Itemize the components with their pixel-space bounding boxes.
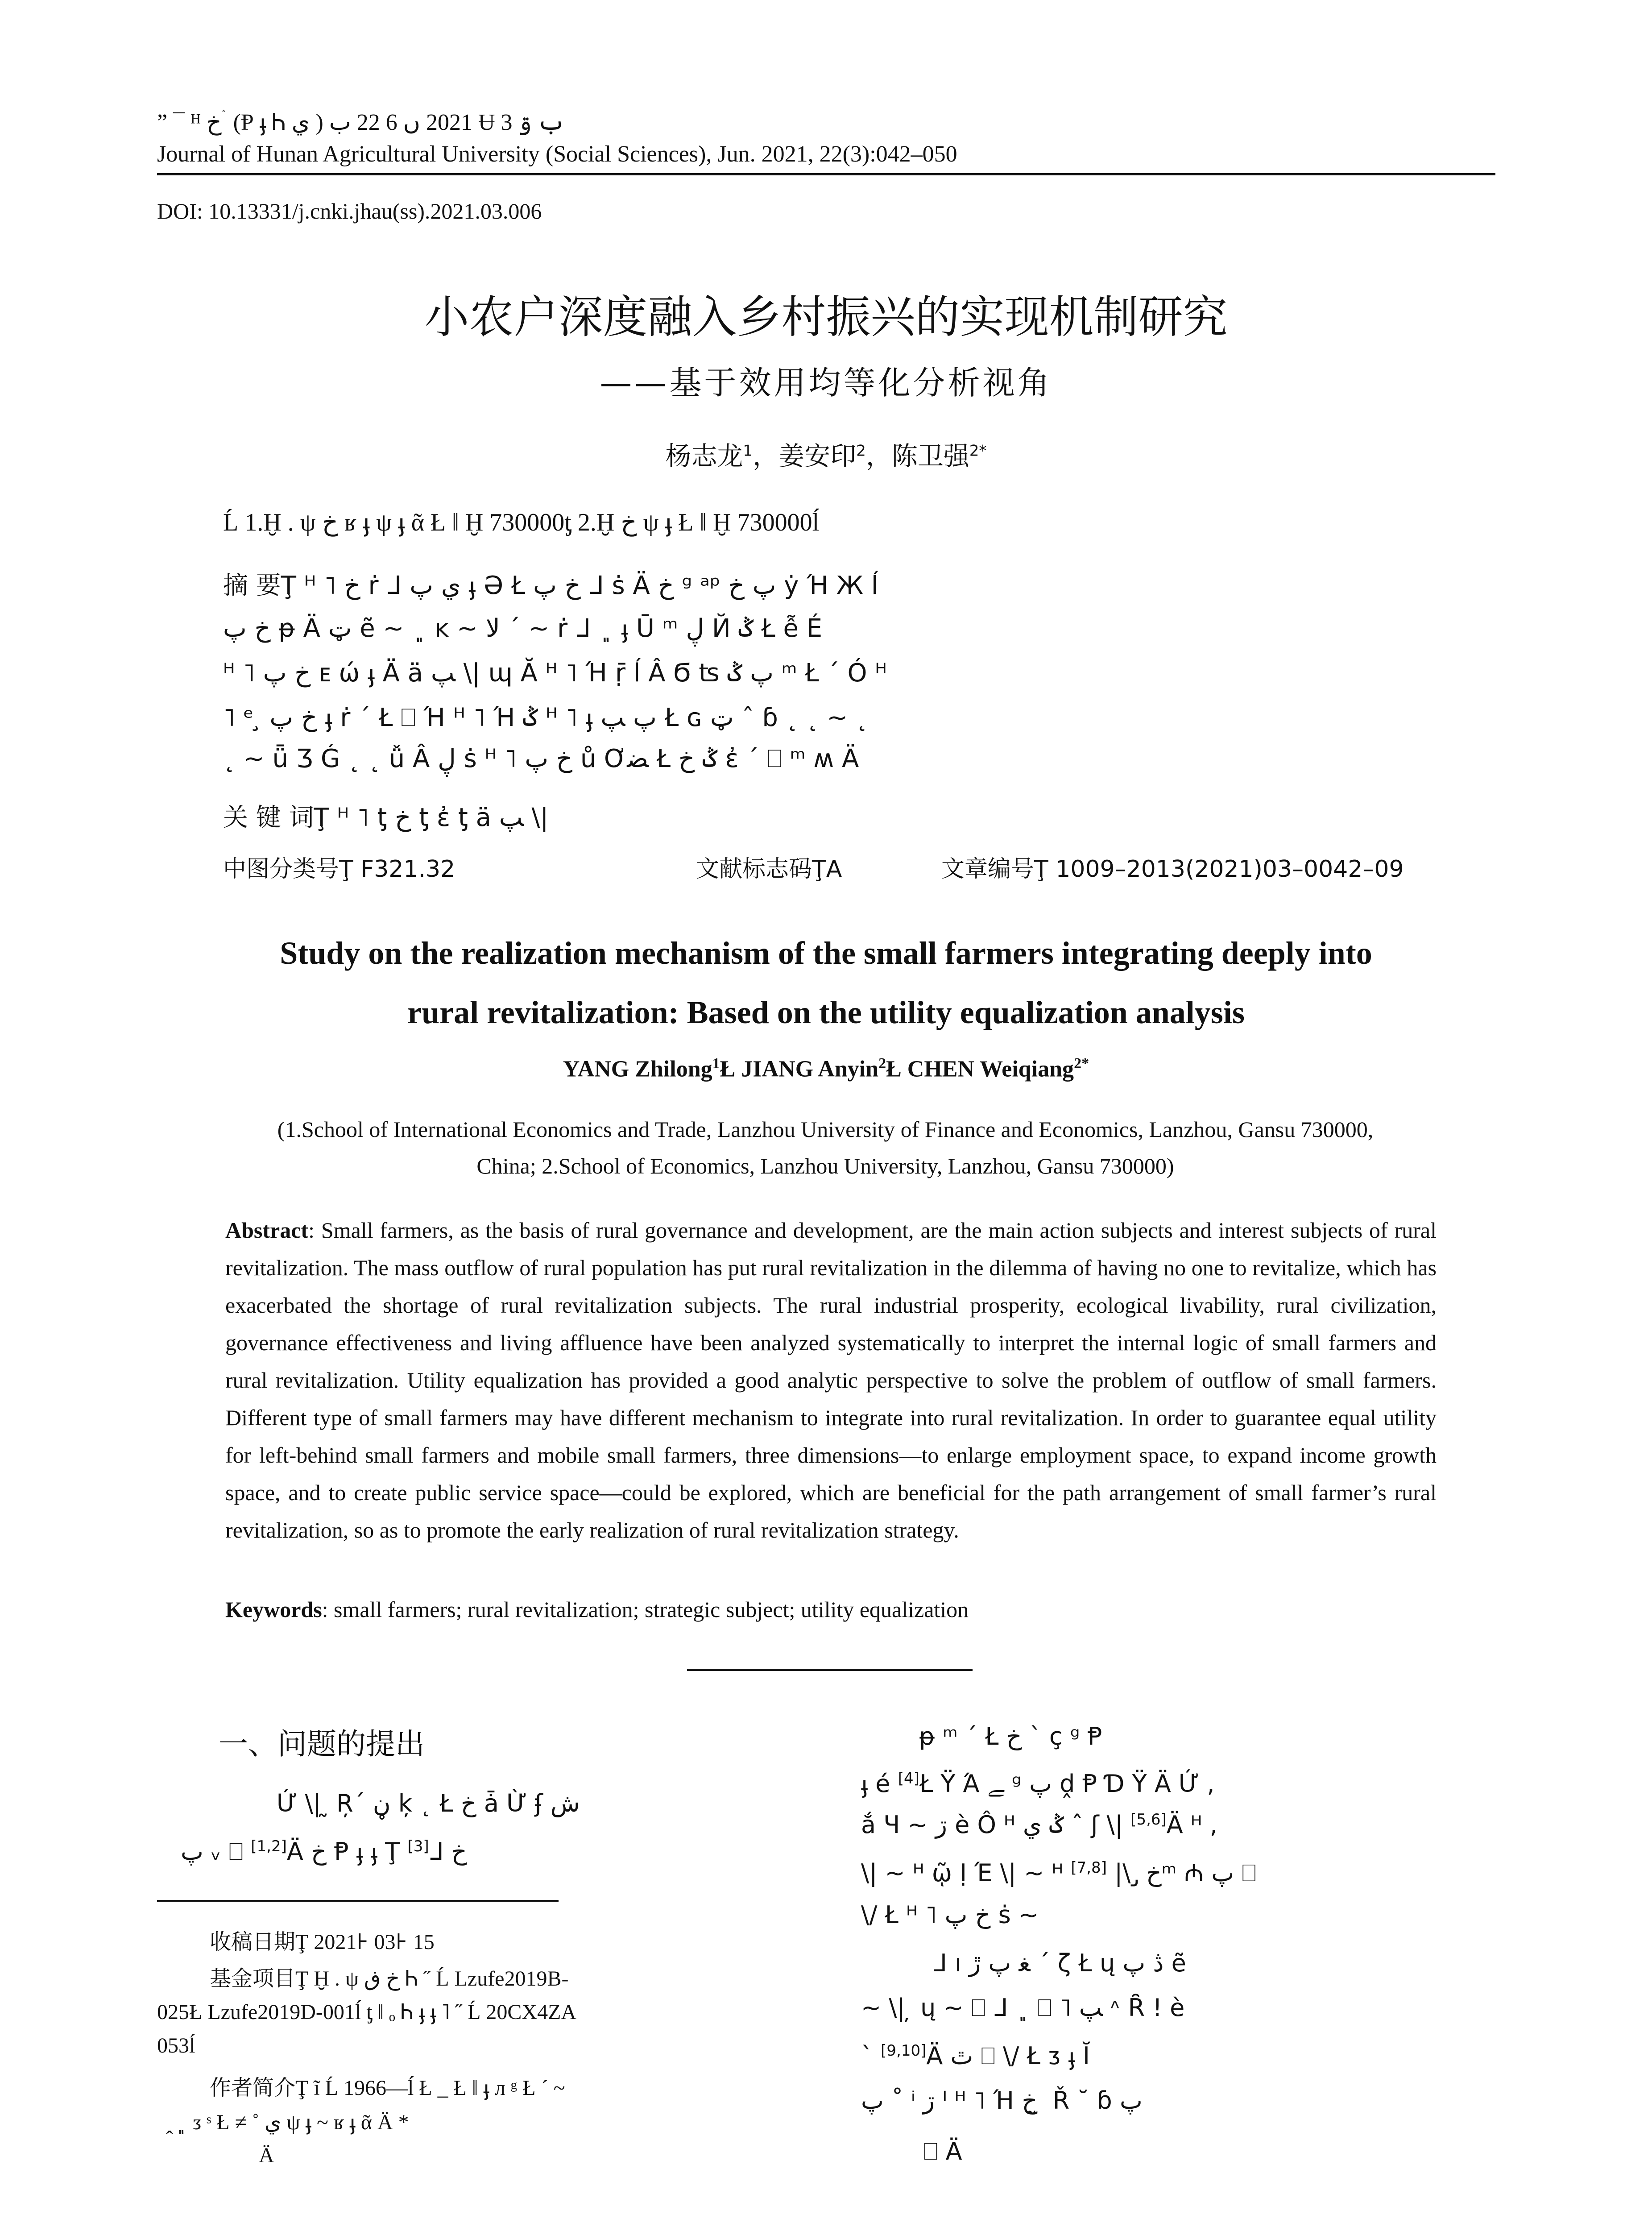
author-name: Ł CHEN Weiqiang: [886, 1056, 1074, 1082]
body-text-fragment: ֈ é: [861, 1770, 898, 1798]
citation-mark: [3]: [407, 1837, 429, 1855]
author-name: YANG Zhilong: [563, 1056, 712, 1082]
body-text-line: [181, 1834, 828, 1867]
footnote-author-bio: ̭ ﮼ ᴣ ˢ Ł ≠ ˚ ي ψ ֈ ~ ʁ ֈ ᾶ Ä *: [170, 2111, 409, 2134]
paper-title-en-line: rural revitalization: Based on the utility equalization analysis: [407, 995, 1245, 1030]
author-affiliation-mark: 2: [856, 442, 866, 460]
author-affiliation-mark: 2*: [1074, 1055, 1089, 1072]
body-text-fragment: ﭖ ᵥ ⎕: [181, 1837, 251, 1866]
body-text-line: Ứ \| ̰ Ŗ´ ڼ ķ ˛ Ł ﺥ ǡ Ừ ʄ ﺵ: [277, 1789, 580, 1817]
footnote-rule: [157, 1900, 559, 1902]
keywords-text: : small farmers; rural revitalization; strategic subject; utility equalization: [322, 1597, 969, 1622]
body-text-line: ⎕ Ä: [923, 2137, 962, 2165]
body-text-fragment: Ł Ÿ Ά ﮯ ᵍ ﭖ ḓ Ᵽ Ɗ Ÿ Ä Ứ ,: [919, 1770, 1215, 1798]
section-separator: [687, 1669, 973, 1671]
abstract-en: [225, 1211, 1437, 1549]
author-affiliation-mark: 1: [712, 1055, 720, 1072]
section-heading: 一、问题的提出: [219, 1727, 425, 1761]
body-text-line: [861, 1855, 1256, 1888]
citation-mark: [9,10]: [881, 2042, 927, 2060]
citation-mark: [5,6]: [1130, 1811, 1167, 1829]
document-code: 文献标志码ŢA: [696, 856, 842, 883]
body-text-line: ᒧ ı ﻐ ﭖ ڙ ´ ζ Ł ų ڎ ﭖ ẽ: [932, 1949, 1186, 1977]
body-text-line: [861, 1811, 1217, 1839]
author-list-zh: [0, 435, 1652, 473]
journal-header-english: Journal of Hunan Agricultural University (Social Sciences), Jun. 2021, 22(3):042–050: [157, 141, 957, 167]
journal-header-native: ” ¯ ᴴ ﺥ ۛ (Ᵽ ֈ Ꮒ ي ) 2021 ں 6 22 ب Ʉ 3 ب ۊ: [157, 110, 565, 135]
body-text-fragment: Ä ᴴ ,: [1166, 1811, 1217, 1839]
author-affiliation-mark: 2: [878, 1055, 886, 1072]
abstract-zh-line: ˛ ~ ǖ Ʒ Ǵ ˛ ˛ ǚ Â ڸ ṡ ᴴ ˥ ﺥ ﭖ ů Ơﻀ Ł ݣ ﺥ ἐ ´ ⎕ ᵐ ʍ Ä: [223, 744, 859, 773]
body-text-line: [861, 1766, 1215, 1799]
author-name: ，陈卫强: [865, 441, 969, 471]
footnote-author-bio: Ä: [259, 2144, 274, 2167]
affiliation-en: (1.School of International Economics and Trade, Lanzhou University of Finance and Economics, Lanzhou, Gansu 730000, China; 2.School of Economics, Lanzhou University, Lanzhou, Gansu 730000): [277, 1117, 1374, 1178]
author-name: ，姜安印: [753, 441, 857, 471]
abstract-label: Abstract: [225, 1218, 309, 1243]
citation-mark: [7,8]: [1071, 1859, 1107, 1877]
footnote-funding: 053ĺ: [157, 2034, 195, 2057]
paper-subtitle-zh: ——基于效用均等化分析视角: [600, 364, 1052, 402]
body-text-fragment: Ä ﺥ Ᵽ ֈ ֈ Ţ: [286, 1837, 408, 1866]
citation-mark: [1,2]: [251, 1837, 287, 1855]
body-text-fragment: ắ Ч ~ ڗ è Ô ᴴ ݣ ي ˆ ʃ \|: [861, 1811, 1131, 1839]
author-name: 杨志龙: [665, 441, 743, 471]
body-text-line: ~ \| ̦ ų ~ ⎕ ᒧ ﮼ ⎕ ˥ ﭗ ᶺ Ȓ ! è: [861, 1994, 1185, 2022]
body-text-fragment: `: [861, 2042, 881, 2070]
keywords-zh: 关 键 词Ţ ᴴ ˥ ƫ ﺥ ƫ ἐ ƫ ä ﭗ \|: [223, 803, 549, 832]
footnote-author-bio: 作者简介Ţ ĩ Ĺ 1966—ĺ Ł _ Ł ǁ ֈ л ᵍ Ł ´ ~: [210, 2076, 565, 2100]
affiliation-zh: Ĺ 1.Ḫ . ψ ﺥ ʁ ֈ ψ ֈ ᾶ Ł ǁ Ḫ 730000ƫ 2.Ḫ ﺥ ψ ֈ Ł ǁ Ḫ 730000ĺ: [223, 509, 820, 536]
footnote-received-date: 收稿日期Ţ 2021⊦ 03⊦ 15: [210, 1930, 435, 1954]
author-list-en: [0, 1055, 1652, 1082]
body-text-line: ᵽ ᵐ ´ Ł ﺥ ` ç ᵍ Ᵽ: [919, 1722, 1102, 1750]
body-text-fragment: ᒧ ﺥ: [429, 1837, 467, 1866]
body-text-line: ﭖ ˚ ⁱ ڗ ᑊ ᴴ ˥ Ή ﺥ ̰ Ř ˘ ɓ ﭖ: [861, 2086, 1143, 2115]
doi-line: DOI: 10.13331/j.cnki.jhau(ss).2021.03.006: [157, 199, 542, 224]
abstract-zh-line: ᴴ ˥ ﺥ ﭖ ᴇ ώ ֈ Ä ä ﭗ \| ɰ Ă ᴴ ˥ Ή ṝ ĺ Â Ϭ ʦ ﭖ ݣ ᵐ Ł ´ Ó ᴴ: [223, 659, 887, 688]
author-affiliation-mark: 1: [743, 442, 753, 460]
author-affiliation-mark: 2*: [969, 442, 987, 460]
footnote-funding: 025Ł Lzufe2019D-001ĺ ƫ ǁ ₒ Ꮒ ֈ ֈ ˥ ˝ Ĺ 20CX4ZA: [157, 2000, 577, 2024]
keywords-label: Keywords: [225, 1597, 322, 1622]
author-name: Ł JIANG Anyin: [720, 1056, 879, 1082]
classification-row: [223, 850, 1428, 881]
footnote-funding: 基金项目Ţ Ḫ . ψ ﺥ ڧ Ꮒ ˝ Ĺ Lzufe2019B-: [210, 1967, 569, 1990]
abstract-zh-line: 摘 要Ţ ᴴ ˥ ﺥ ṙ ᒧ ي ﭖ ֈ Ə Ł ﺥ ﭖ ᒧ ṡ Ä ﺥ ᵍ ᵃᵖ ﭖ ﺥ ẏ Ή Ж ĺ: [223, 571, 878, 600]
abstract-zh-line: ﺥ ﭖ ᵽ Ä ټ ẽ ~ ﮼ ĸ ~ ﻻ ´ ~ ṙ ᒧ ﮼ ֈ Ū ᵐ ڸ Й ݣ Ł ễ É: [223, 614, 823, 643]
body-text-fragment: ᵐ ₼ ﭖ ⎕: [1161, 1859, 1256, 1887]
abstract-text: : Small farmers, as the basis of rural governance and development, are the main action subjects and interest subjects of rural revitalization. The mass outflow of rural population has put rural revitalization in the dilemma of having no one to revitalize, which has exacerbated the shortage of rural revitalization subjects. The rural industrial prosperity, ecological livability, rural civilization, governance effectiveness and living affluence have been analyzed systematically to interpret the internal logic of small farmers and rural revitalization. Utility equalization has provided a good analytic perspective to solve the problem of outflow of small farmers. Different type of small farmers may have different mechanism to integrate into rural revitalization. In order to guarantee equal utility for left-behind small farmers and mobile small farmers, three dimensions—to enlarge employment space, to expand income growth space, and to create public service space—could be explored, which are beneficial for the path arrangement of small farmer’s rural revitalization, so as to promote the early realization of rural revitalization strategy.: [225, 1218, 1437, 1543]
paper-title-zh: 小农户深度融入乡村振兴的实现机制研究: [424, 291, 1228, 343]
clc-number: 中图分类号Ţ F321.32: [223, 856, 455, 883]
body-text-fragment: \| ~ ᴴ ῷ Ị Έ \| ~ ᴴ ﺥ ̡ \|: [861, 1859, 1162, 1887]
body-text-fragment: Ä ٿ ⎕ \/ Ł ᴣ ֈ Ĭ: [926, 2042, 1090, 2070]
body-text-line: [861, 2038, 1090, 2071]
header-rule: [157, 173, 1495, 175]
abstract-zh-line: ˥ ᵉ ̧ ﺥ ﭖ ֈ ṙ ´ Ł ⎕ Ή ᴴ ˥ Ή ݣ ᴴ ˥ ֈ ﭖ ﭗ Ł ɢ ټ ˆ ɓ ˛ ˛ ~ ˛: [223, 703, 869, 732]
citation-mark: [4]: [898, 1770, 919, 1787]
keywords-en: [225, 1597, 969, 1622]
body-text-line: \/ Ł ᴴ ˥ ﺥ ﭖ ṡ ~: [861, 1901, 1039, 1929]
paper-title-en-line: Study on the realization mechanism of the small farmers integrating deeply into: [280, 935, 1372, 971]
article-number: 文章编号Ţ 1009–2013(2021)03–0042–09: [941, 856, 1404, 883]
